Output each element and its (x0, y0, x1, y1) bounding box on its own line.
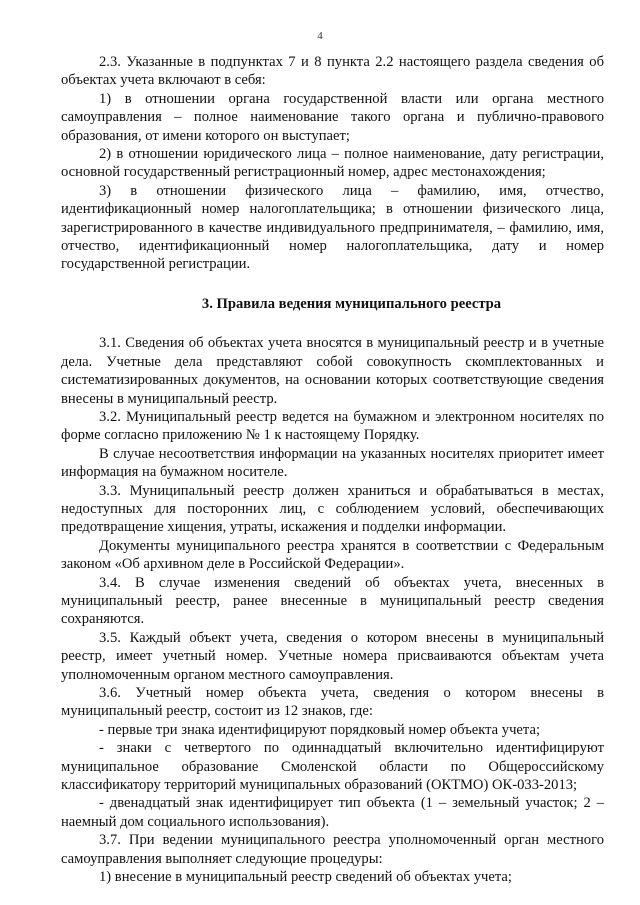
paragraph-2-3: 2.3. Указанные в подпунктах 7 и 8 пункта 2.2 настоящего раздела сведения об объектах учета включают в себя: (61, 54, 604, 89)
list-item-1-government-body: 1) в отношении органа государственной власти или органа местного самоуправления – полное наименование такого органа и публично-правового образования, от имени которого он выступает; (61, 90, 604, 144)
page-number: 4 (317, 30, 323, 42)
paragraph-3-1: 3.1. Сведения об объектах учета вносятся в муниципальный реестр и в учетные дела. Учетные дела представляют собой совокупность скомплектованных и систематизированных документов, на основании которых соответствующие сведения внесены в муниципальный реестр. (61, 335, 604, 407)
paragraph-3-4: 3.4. В случае изменения сведений об объектах учета, внесенных в муниципальный реестр, ранее внесенные в муниципальный реестр сведения сохраняются. (61, 574, 604, 628)
list-item-digits-4-to-11: - знаки с четвертого по одиннадцатый включительно идентифицируют муниципальное образование Смоленской области по Общероссийскому классификатору территорий муниципальных образований (ОКТМО) ОК-033-2013; (61, 740, 604, 794)
list-item-2-legal-entity: 2) в отношении юридического лица – полное наименование, дату регистрации, основной государственный регистрационный номер, адрес местонахождения; (61, 146, 604, 181)
document-body (61, 53, 604, 886)
list-item-twelfth-digit: - двенадцатый знак идентифицирует тип объекта (1 – земельный участок; 2 – наемный дом социального использования). (61, 795, 604, 830)
paragraph-3-3-storage: Документы муниципального реестра хранятся в соответствии с Федеральным законом «Об архивном деле в Российской Федерации». (61, 537, 604, 573)
section-3-heading: 3. Правила ведения муниципального реестра (201, 295, 502, 312)
list-item-procedure-1: 1) внесение в муниципальный реестр сведений об объектах учета; (99, 869, 512, 886)
list-item-first-three-digits: - первые три знака идентифицируют порядковый номер объекта учета; (99, 721, 540, 738)
paragraph-3-2-priority: В случае несоответствия информации на указанных носителях приоритет имеет информация на бумажном носителе. (61, 445, 604, 481)
paragraph-3-5: 3.5. Каждый объект учета, сведения о котором внесены в муниципальный реестр, имеет учетный номер. Учетные номера присваиваются объектам учета уполномоченным органом местного самоуправления. (61, 629, 604, 683)
paragraph-3-6: 3.6. Учетный номер объекта учета, сведения о котором внесены в муниципальный реестр, состоит из 12 знаков, где: (61, 685, 604, 720)
list-item-3-individual: 3) в отношении физического лица – фамилию, имя, отчество, идентификационный номер налогоплательщика; в отношении физического лица, зарегистрированного в качестве индивидуального предпринимателя, – фамилию, имя, отчество, идентификационный номер налогоплательщика, дату и номер государственной регистрации. (61, 182, 604, 273)
paragraph-3-7: 3.7. При ведении муниципального реестра уполномоченный орган местного самоуправления выполняет следующие процедуры: (61, 832, 604, 867)
paragraph-3-3: 3.3. Муниципальный реестр должен храниться и обрабатываться в местах, недоступных для посторонних лиц, с соблюдением условий, обеспечивающих предотвращение хищения, утраты, искажения и подделки информации. (61, 482, 604, 536)
paragraph-3-2: 3.2. Муниципальный реестр ведется на бумажном и электронном носителях по форме согласно приложению № 1 к настоящему Порядку. (61, 408, 604, 444)
